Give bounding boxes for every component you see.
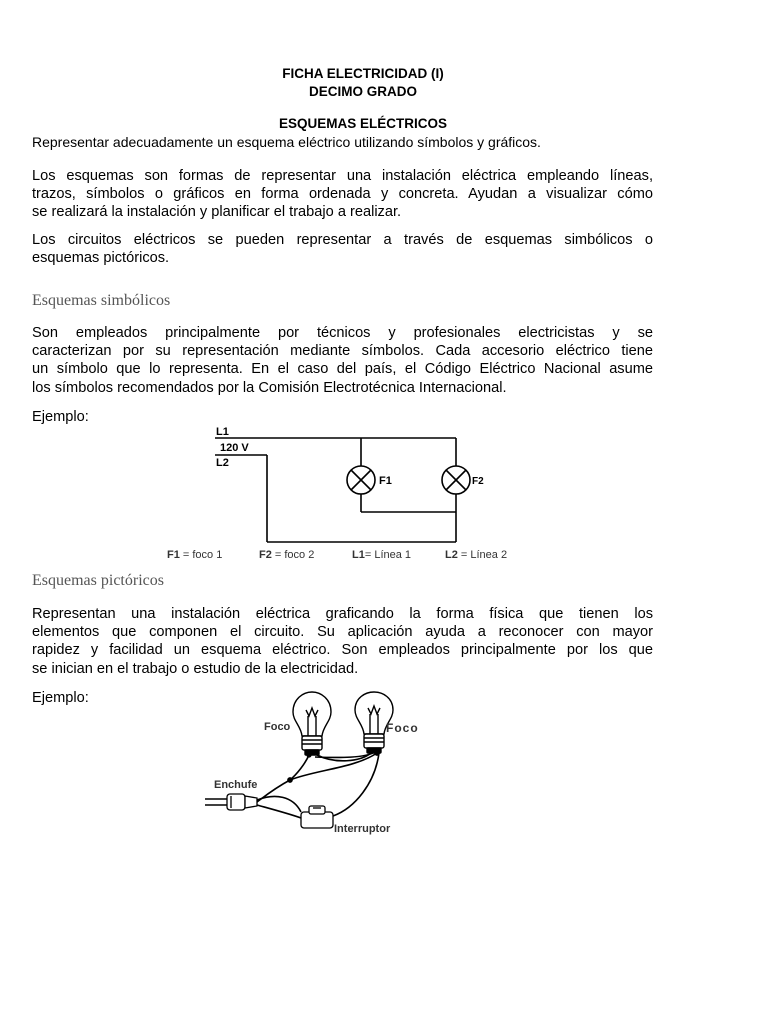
label-l2: L2 — [216, 457, 229, 469]
types-paragraph: Los circuitos eléctricos se pueden representar a través de esquemas simbólicos o esquemas pictóricos. — [32, 232, 653, 267]
svg-text:F2 = foco 2 — [259, 549, 314, 561]
pictorial-paragraph: Representan una instalación eléctrica graficando la forma física que tienen los elementos que componen el circuito. Su aplicación ayuda a reconocer con mayor rapidez y facilidad un esquema eléctrico. Son empleados principalmente por los que se inician en el trabajo o estudio de la electricidad. — [32, 606, 653, 677]
label-voltage: 120 V — [220, 442, 249, 454]
label-f1: F1 — [379, 475, 392, 487]
label-plug: Enchufe — [214, 779, 258, 791]
svg-text:L1= Línea 1 — [352, 549, 411, 561]
lamp-f2-icon — [442, 466, 470, 494]
legend-key: F2 — [259, 549, 272, 561]
label-switch: Interruptor — [334, 823, 391, 835]
lamp-f1-icon — [347, 466, 375, 494]
objective-text: Representar adecuadamente un esquema eléctrico utilizando símbolos y gráficos. — [32, 134, 541, 150]
pictorial-example-label: Ejemplo: — [32, 690, 89, 706]
legend-key: F1 — [167, 549, 180, 561]
symbolic-example-label: Ejemplo: — [32, 409, 89, 425]
label-foco-right: Foco — [386, 721, 419, 735]
switch-icon — [301, 806, 333, 828]
symbolic-paragraph: Son empleados principalmente por técnicos y profesionales electricistas y se caracterizan por su representación mediante símbolos. Cada accesorio eléctrico tiene un símbolo que lo representa. En el caso del país, el Código Eléctrico Nacional asume los símbolos recomendados por la Comisión Electrotécnica Internacional. — [32, 325, 653, 396]
legend-key: L2 — [445, 549, 458, 561]
pictorial-heading: Esquemas pictóricos — [32, 572, 164, 589]
symbolic-heading: Esquemas simbólicos — [32, 292, 171, 309]
section-title: ESQUEMAS ELÉCTRICOS — [278, 116, 448, 131]
label-f2: F2 — [472, 476, 484, 487]
label-foco-left: Foco — [264, 721, 291, 733]
label-l1: L1 — [216, 426, 229, 438]
legend-text: = Línea 1 — [364, 549, 412, 561]
legend-text: = foco 1 — [179, 549, 223, 561]
symbolic-circuit-diagram — [160, 420, 530, 565]
pictorial-circuit-diagram — [205, 688, 425, 840]
bulb-left-icon — [293, 692, 337, 755]
legend-key: L1 — [352, 549, 365, 561]
svg-text:F1 = foco 1 — [167, 549, 222, 561]
doc-title: FICHA ELECTRICIDAD (I) — [282, 66, 444, 81]
doc-subtitle: DECIMO GRADO — [309, 84, 417, 99]
legend-text: = foco 2 — [271, 549, 315, 561]
intro-paragraph: Los esquemas son formas de representar una instalación eléctrica empleando líneas, trazos, símbolos o gráficos en forma ordenada y concreta. Ayudan a visualizar cómo se realizará la instalación y planificar el trabajo a realizar. — [32, 168, 653, 221]
legend-text: = Línea 2 — [457, 549, 508, 561]
plug-icon — [227, 794, 257, 810]
svg-text:L2 = Línea 2 — [445, 549, 507, 561]
